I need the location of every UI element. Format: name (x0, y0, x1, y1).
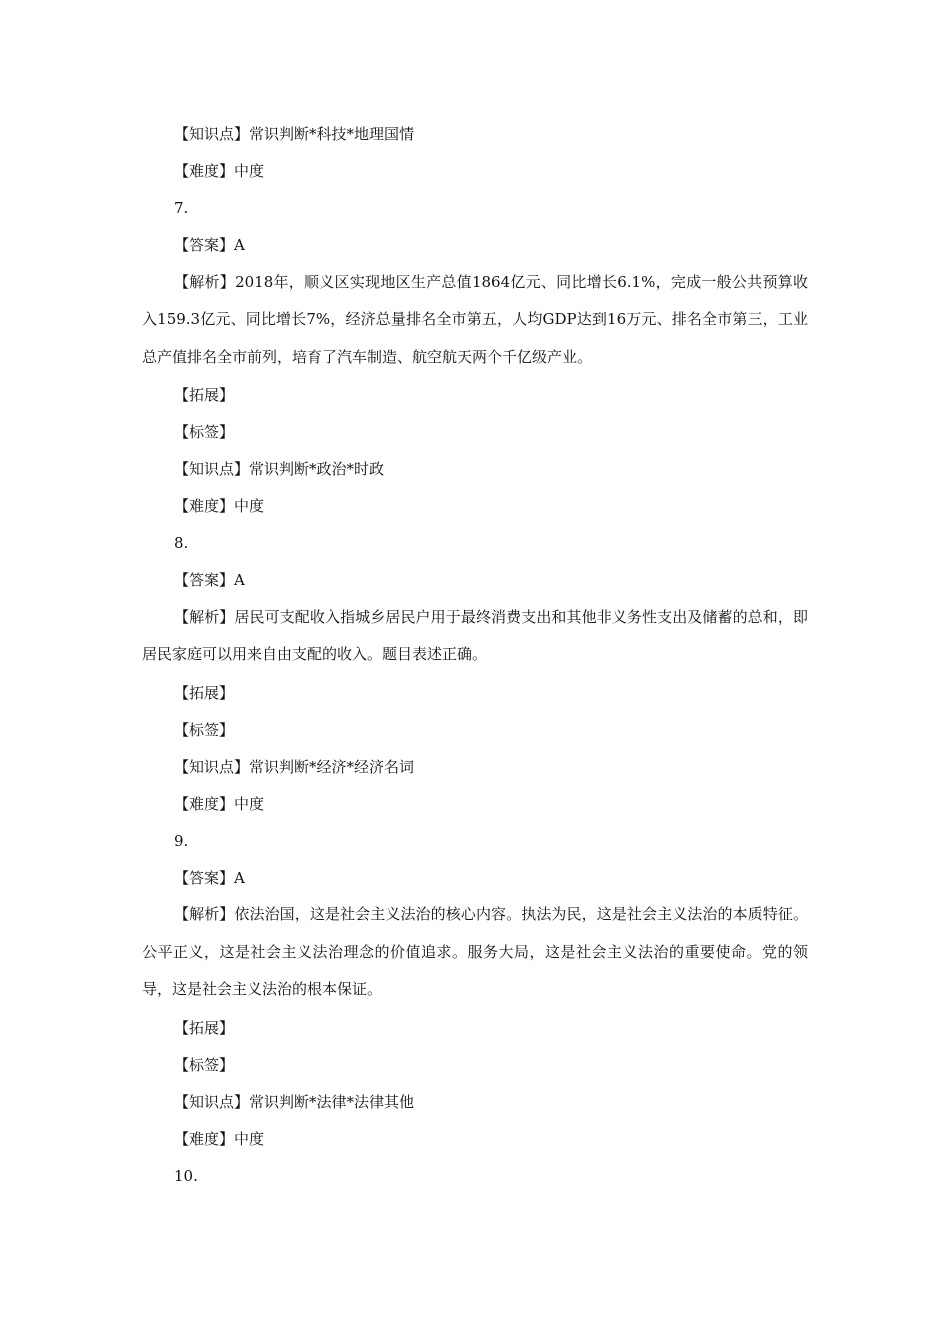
answer-line-label: 【答案】 (174, 236, 235, 254)
knowledge-point-line-label: 【知识点】 (174, 460, 250, 478)
answer-line-text: A (234, 868, 245, 887)
difficulty-line-label: 【难度】 (174, 162, 235, 180)
analysis-paragraph-label: 【解析】 (174, 272, 236, 291)
difficulty-line-label: 【难度】 (174, 1129, 235, 1148)
knowledge-point-line (142, 459, 808, 479)
difficulty-line (142, 161, 808, 181)
analysis-paragraph (142, 264, 808, 377)
extension-line (142, 683, 808, 703)
extension-line-label: 【拓展】 (174, 683, 235, 702)
knowledge-point-line (142, 124, 808, 144)
analysis-paragraph-label: 【解析】 (174, 607, 235, 626)
question-number (142, 198, 808, 218)
difficulty-line-text: 中度 (234, 497, 265, 515)
knowledge-point-line-text: 常识判断*政治*时政 (249, 460, 385, 478)
extension-line (142, 385, 808, 405)
difficulty-line (142, 496, 808, 516)
answer-line (142, 235, 808, 255)
knowledge-point-line (142, 757, 808, 777)
question-number-text: 9. (174, 831, 189, 850)
question-number-text: 7. (174, 199, 189, 217)
analysis-paragraph-text: 2018年，顺义区实现地区生产总值1864亿元、同比增长6.1%，完成一般公共预算收入159.3亿元、同比增长7%，经济总量排名全市第五，人均GDP达到16万元、排名全市第三，工业总产值排名全市前列，培育了汽车制造、航空航天两个千亿级产业。 (142, 272, 808, 366)
difficulty-line-text: 中度 (234, 794, 265, 813)
answer-line-text: A (234, 571, 245, 589)
tags-line (142, 422, 808, 442)
question-number (142, 831, 808, 851)
extension-line (142, 1018, 808, 1038)
extension-line-label: 【拓展】 (174, 1018, 235, 1037)
difficulty-line-text: 中度 (234, 162, 265, 180)
analysis-paragraph-text: 居民可支配收入指城乡居民户用于最终消费支出和其他非义务性支出及储蓄的总和，即居民家庭可以用来自由支配的收入。题目表述正确。 (142, 607, 808, 663)
knowledge-point-line-text: 常识判断*经济*经济名词 (249, 757, 415, 776)
knowledge-point-line-label: 【知识点】 (174, 125, 250, 143)
answer-line-label: 【答案】 (174, 868, 235, 887)
answer-line-label: 【答案】 (174, 571, 235, 589)
tags-line-label: 【标签】 (174, 1055, 235, 1074)
analysis-paragraph-text: 依法治国，这是社会主义法治的核心内容。执法为民，这是社会主义法治的本质特征。公平正义，这是社会主义法治理念的价值追求。服务大局，这是社会主义法治的重要使命。党的领导，这是社会主义法治的根本保证。 (142, 905, 808, 998)
difficulty-line (142, 1129, 808, 1149)
analysis-paragraph (142, 599, 808, 674)
question-number (142, 533, 808, 553)
extension-line-label: 【拓展】 (174, 386, 235, 404)
answer-line (142, 570, 808, 590)
tags-line (142, 720, 808, 740)
difficulty-line-label: 【难度】 (174, 497, 235, 515)
question-number (142, 1166, 808, 1186)
tags-line-label: 【标签】 (174, 423, 235, 441)
question-number-text: 8. (174, 534, 189, 552)
knowledge-point-line (142, 1092, 808, 1112)
difficulty-line-label: 【难度】 (174, 794, 235, 813)
analysis-paragraph (142, 896, 808, 1009)
knowledge-point-line-text: 常识判断*科技*地理国情 (249, 125, 415, 143)
tags-line-label: 【标签】 (174, 720, 235, 739)
answer-line-text: A (234, 236, 245, 254)
knowledge-point-line-label: 【知识点】 (174, 1092, 250, 1111)
difficulty-line-text: 中度 (234, 1129, 265, 1148)
knowledge-point-line-text: 常识判断*法律*法律其他 (249, 1092, 415, 1111)
answer-line (142, 868, 808, 888)
question-number-text: 10. (174, 1166, 198, 1185)
tags-line (142, 1055, 808, 1075)
knowledge-point-line-label: 【知识点】 (174, 757, 250, 776)
answer-key-content (142, 124, 808, 1203)
analysis-paragraph-label: 【解析】 (174, 905, 235, 923)
difficulty-line (142, 794, 808, 814)
